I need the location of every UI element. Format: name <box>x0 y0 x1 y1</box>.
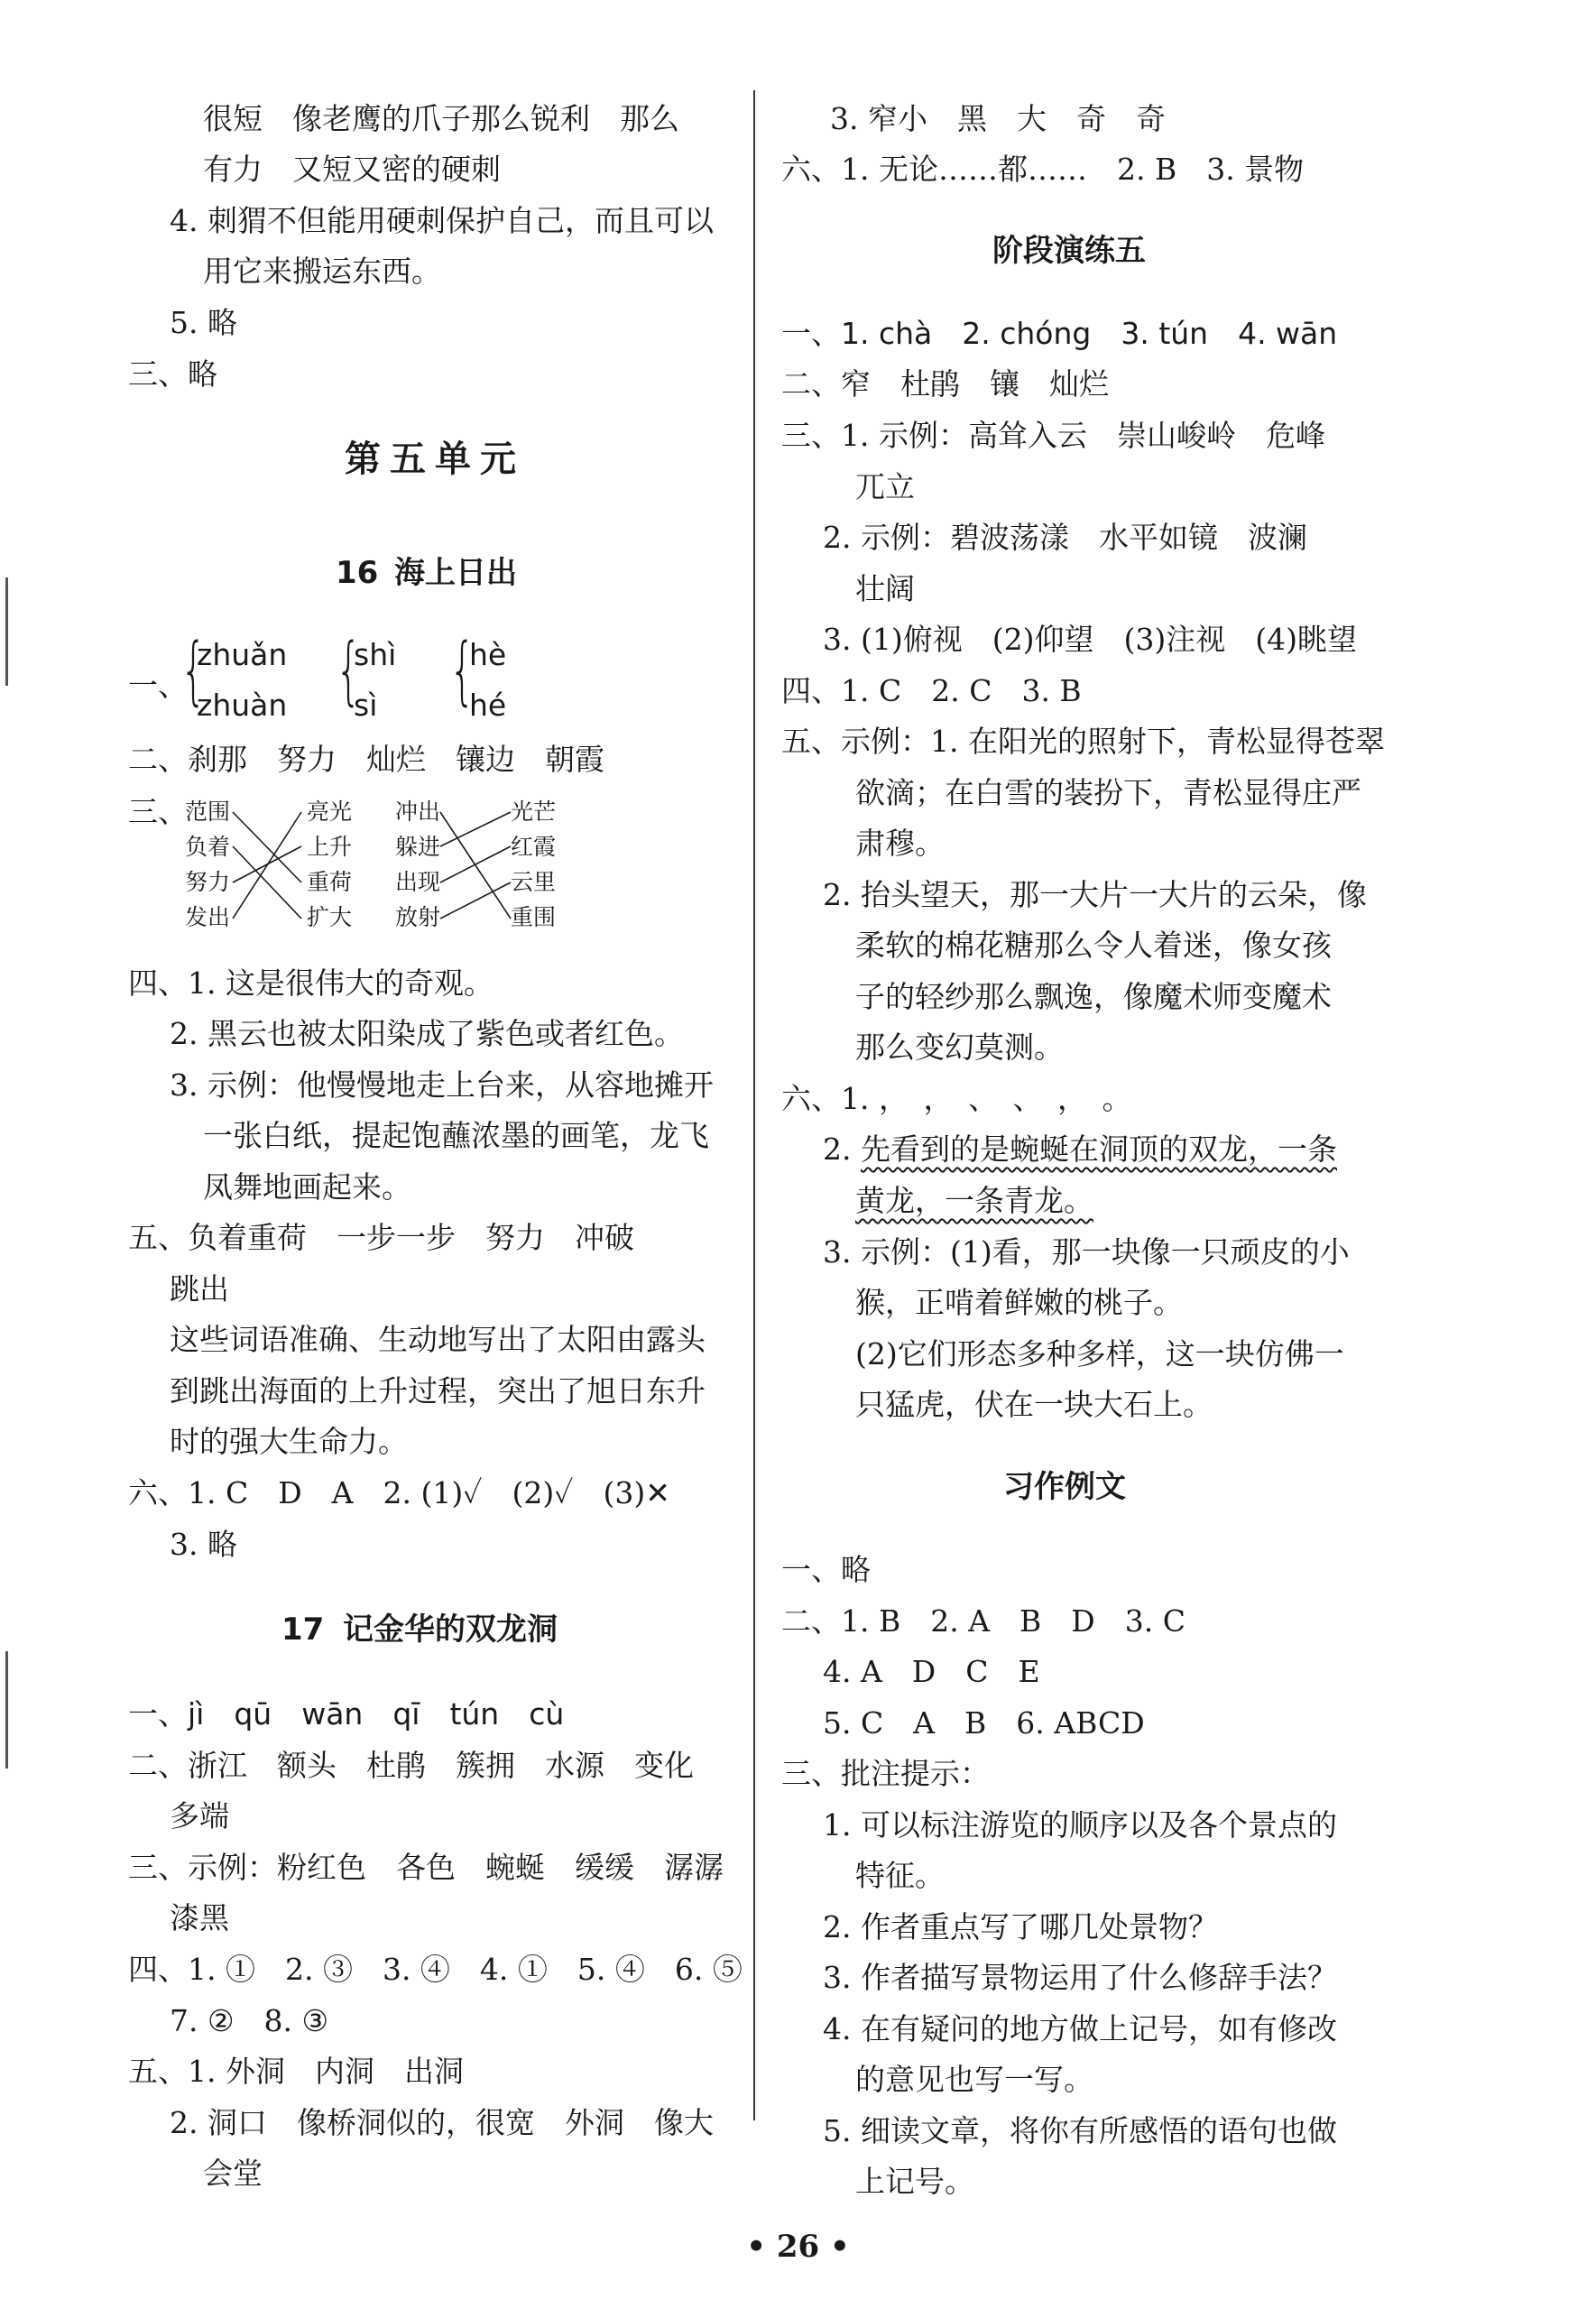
answer-line: 那么变幻莫测。 <box>855 1030 1064 1065</box>
match-word: 冲出 <box>395 799 441 825</box>
answer-line: 到跳出海面的上升过程，突出了旭日东升 <box>170 1373 706 1408</box>
answer-line: 一张白纸，提起饱蘸浓墨的画笔，龙飞 <box>203 1118 709 1153</box>
answer-line <box>855 1183 1093 1219</box>
item-number: 2. <box>823 1131 861 1167</box>
answer-line: (2)它们形态多种多样，这一块仿佛一 <box>855 1336 1344 1372</box>
answer-line: 二、浙江 额头 杜鹃 簇拥 水源 变化 <box>128 1748 694 1783</box>
lesson-number: 17 <box>281 1612 325 1648</box>
answer-line: 四、1. C 2. C 3. B <box>781 673 1082 708</box>
answer-line: 跳出 <box>170 1271 229 1307</box>
answer-line: 7. ② 8. ③ <box>170 2003 329 2038</box>
answer-line: 时的强大生命力。 <box>170 1424 408 1459</box>
answer-line: 多端 <box>170 1798 229 1833</box>
answer-line: 2. 抬头望天，那一大片一大片的云朵，像 <box>823 877 1367 912</box>
answer-line: 凤舞地画起来。 <box>203 1169 411 1205</box>
answer-line: 六、1. C D A 2. (1)✓ (2)✓ (3)✕ <box>128 1475 670 1510</box>
scan-mark <box>5 1651 8 1769</box>
answer-line: 3. (1)俯视 (2)仰望 (3)注视 (4)眺望 <box>823 622 1357 657</box>
answer-line: 六、1. 无论……都…… 2. B 3. 景物 <box>781 152 1305 187</box>
answer-line: 5. C A B 6. ABCD <box>823 1705 1145 1741</box>
match-word: 云里 <box>511 869 557 895</box>
answer-line: 五、1. 外洞 内洞 出洞 <box>128 2054 464 2089</box>
match-word: 努力 <box>185 869 231 895</box>
pinyin: zhuǎn <box>197 637 288 672</box>
answer-line: 3. 窄小 黑 大 奇 奇 <box>830 101 1166 136</box>
match-word: 重围 <box>511 904 557 930</box>
answer-line: 三、1. 示例：高耸入云 崇山峻岭 危峰 <box>781 418 1325 453</box>
match-word: 重荷 <box>307 869 353 895</box>
section-prefix: 一、 <box>128 668 188 703</box>
match-word: 出现 <box>395 869 441 895</box>
answer-line: 2. 黑云也被太阳染成了紫色或者红色。 <box>170 1016 684 1051</box>
answer-line: 会堂 <box>203 2156 263 2191</box>
answer-line: 2. 示例：碧波荡漾 水平如镜 波澜 <box>823 520 1307 555</box>
answer-line: 2. 洞口 像桥洞似的，很宽 外洞 像大 <box>170 2105 714 2140</box>
answer-line: 4. 刺猬不但能用硬刺保护自己，而且可以 <box>170 203 714 238</box>
answer-line: 三、示例：粉红色 各色 蜿蜒 缓缓 潺潺 <box>128 1850 724 1885</box>
brace-icon: { <box>336 628 362 714</box>
answer-line: 四、1. ① 2. ③ 3. ④ 4. ① 5. ④ 6. ⑤ <box>128 1952 743 1987</box>
answer-line: 二、刹那 努力 灿烂 镶边 朝霞 <box>128 742 604 777</box>
page-number: • 26 • <box>746 2229 850 2265</box>
match-word: 放射 <box>395 904 441 930</box>
section-title: 习作例文 <box>1003 1469 1126 1505</box>
answer-line: 3. 示例：(1)看，那一块像一只顽皮的小 <box>823 1234 1350 1270</box>
match-word: 亮光 <box>307 799 353 825</box>
answer-line: 三、略 <box>128 356 217 392</box>
pinyin: sì <box>354 688 378 723</box>
section-title: 阶段演练五 <box>992 233 1146 269</box>
answer-line: 四、1. 这是很伟大的奇观。 <box>128 965 494 1001</box>
column-divider <box>753 90 755 2120</box>
answer-line: 兀立 <box>855 469 915 504</box>
brace-icon: { <box>180 628 207 714</box>
answer-line: 柔软的棉花糖那么令人着迷，像女孩 <box>855 928 1332 963</box>
pinyin: hè <box>469 637 507 672</box>
answer-line: 的意见也写一写。 <box>855 2062 1093 2097</box>
answer-line: 有力 又短又密的硬刺 <box>203 152 501 187</box>
scan-mark <box>5 577 8 686</box>
match-word: 红霞 <box>511 834 557 860</box>
answer-line: 这些词语准确、生动地写出了太阳由露头 <box>170 1322 706 1357</box>
answer-line: 4. A D C E <box>823 1654 1040 1689</box>
wavy-underlined-text: 黄龙，一条青龙。 <box>855 1183 1093 1218</box>
answer-line: 三、批注提示： <box>781 1756 990 1791</box>
lesson-title: 记金华的双龙洞 <box>343 1612 558 1648</box>
match-word: 光芒 <box>511 799 557 825</box>
answer-line: 五、示例：1. 在阳光的照射下，青松显得苍翠 <box>781 724 1385 759</box>
match-word: 发出 <box>185 904 231 930</box>
answer-line: 上记号。 <box>855 2164 974 2199</box>
answer-line: 3. 作者描写景物运用了什么修辞手法？ <box>823 1960 1337 1995</box>
wavy-underlined-text: 先看到的是蜿蜒在洞顶的双龙，一条 <box>860 1131 1337 1167</box>
answer-line: 六、1. ， ， 、 、 ， 。 <box>781 1081 1132 1116</box>
answer-line: 很短 像老鹰的爪子那么锐利 那么 <box>203 101 679 136</box>
answer-line: 1. 可以标注游览的顺序以及各个景点的 <box>823 1807 1337 1843</box>
answer-line: 猴，正啃着鲜嫩的桃子。 <box>855 1285 1183 1320</box>
match-word: 负着 <box>185 834 231 860</box>
answer-line: 5. 略 <box>170 305 237 340</box>
pinyin: zhuàn <box>197 688 288 723</box>
match-word: 上升 <box>307 834 353 860</box>
brace-icon: { <box>449 628 475 714</box>
answer-line: 子的轻纱那么飘逸，像魔术师变魔术 <box>855 979 1332 1014</box>
answer-line: 4. 在有疑问的地方做上记号，如有修改 <box>823 2011 1337 2046</box>
answer-line: 一、jì qū wān qī tún cù <box>128 1696 565 1732</box>
answer-line: 特征。 <box>855 1858 945 1893</box>
answer-line: 二、窄 杜鹃 镶 灿烂 <box>781 366 1109 402</box>
match-word: 躲进 <box>395 834 441 860</box>
answer-line: 3. 示例：他慢慢地走上台来，从容地摊开 <box>170 1067 714 1103</box>
answer-line: 3. 略 <box>170 1527 237 1562</box>
answer-line: 二、1. B 2. A B D 3. C <box>781 1603 1185 1639</box>
match-word: 范围 <box>185 799 231 825</box>
answer-line: 漆黑 <box>170 1900 229 1935</box>
lesson-title: 海上日出 <box>394 555 517 591</box>
lesson-number: 16 <box>336 555 379 591</box>
answer-line: 壮阔 <box>855 571 915 606</box>
pinyin: hé <box>469 688 507 723</box>
answer-line <box>823 1131 1337 1168</box>
answer-line: 用它来搬运东西。 <box>203 254 441 289</box>
answer-line: 2. 作者重点写了哪几处景物？ <box>823 1909 1218 1944</box>
answer-line: 一、1. chà 2. chóng 3. tún 4. wān <box>781 316 1338 351</box>
answer-line: 只猛虎，伏在一块大石上。 <box>855 1387 1213 1422</box>
pinyin: shì <box>354 637 397 672</box>
answer-line: 欲滴；在白雪的装扮下，青松显得庄严 <box>855 775 1361 810</box>
answer-line: 一、略 <box>781 1552 871 1587</box>
unit-title: 第五单元 <box>345 438 525 480</box>
answer-line: 五、负着重荷 一步一步 努力 冲破 <box>128 1220 634 1255</box>
answer-line: 肃穆。 <box>855 826 945 861</box>
answer-line: 5. 细读文章，将你有所感悟的语句也做 <box>823 2113 1337 2148</box>
section-prefix: 三、 <box>128 794 188 829</box>
match-word: 扩大 <box>307 904 353 930</box>
